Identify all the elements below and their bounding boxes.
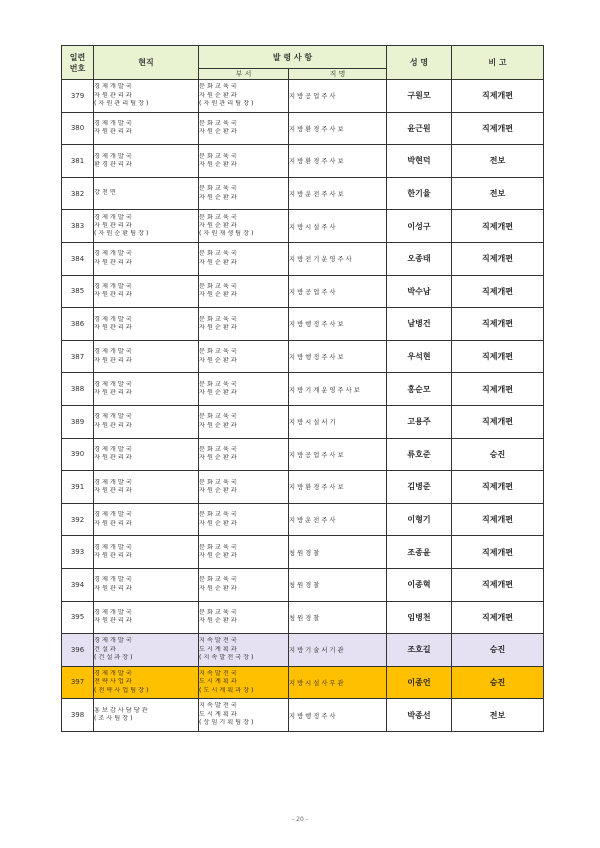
note-cell: 승진 [452,666,544,699]
job-rank-cell: 지 방 시 설 사 무 관 [289,666,387,699]
note-cell: 직제개편 [452,503,544,536]
department-cell [199,634,289,667]
department-line: 자 원 순 환 과 [199,454,237,462]
serial-number-cell: 379 [62,80,94,113]
current-position-cell [94,634,199,667]
department-cell [199,308,289,341]
department-cell [199,471,289,504]
job-rank-cell: 지 방 행 정 주 사 [289,699,387,732]
current-position-cell [94,536,199,569]
serial-number-cell: 383 [62,210,94,243]
table-row [62,536,544,569]
department-line: 자 원 순 환 과 [199,519,237,527]
department-cell [199,536,289,569]
serial-number-cell: 381 [62,145,94,178]
page-number: - 20 - [292,816,308,823]
department-line: ( 지 속 발 전 국 장 ) [199,654,254,662]
department-line: 자 원 순 환 과 [199,258,237,266]
job-rank-cell: 지 방 운 전 주 사 보 [289,177,387,210]
current-position-cell [94,503,199,536]
job-rank-cell: 지 방 환 경 주 사 보 [289,112,387,145]
current-position-line: 경 제 개 발 국 [94,478,132,486]
table-row [62,503,544,536]
department-cell [199,601,289,634]
job-rank-cell: 지 방 기 술 서 기 관 [289,634,387,667]
department-line: 도 시 계 획 과 [199,678,237,686]
serial-number-cell: 394 [62,568,94,601]
department-line: 자 원 순 환 과 [199,389,237,397]
current-position-cell [94,568,199,601]
table-row [62,634,544,667]
current-position-cell [94,699,199,732]
current-position-line: 경 제 개 발 국 [94,315,132,323]
department-cell [199,275,289,308]
person-name-cell: 이성구 [387,210,452,243]
department-line: 자 원 순 환 과 [199,193,237,201]
department-line: 자 원 순 환 과 [199,221,237,229]
department-line: 자 원 순 환 과 [199,421,237,429]
current-position-line: 자 원 관 리 과 [94,323,132,331]
department-line: ( 자 원 재 생 팀 장 ) [199,230,254,238]
current-position-line: 경 제 개 발 국 [94,413,132,421]
serial-number-cell: 392 [62,503,94,536]
current-position-line: 자 원 관 리 과 [94,454,132,462]
person-name-cell: 이형기 [387,503,452,536]
appointment-header: 발 령 사 항 [199,46,387,69]
appointment-roster-table [61,45,544,732]
person-name-cell: 윤근원 [387,112,452,145]
department-line: 문 화 교 육 국 [199,185,237,193]
department-line: 자 원 순 환 과 [199,356,237,364]
note-cell: 직제개편 [452,405,544,438]
department-cell [199,210,289,243]
table-row [62,145,544,178]
current-position-line: 경 제 개 발 국 [94,152,132,160]
current-position-cell [94,210,199,243]
table-row [62,438,544,471]
current-position-line: 경 제 개 발 국 [94,543,132,551]
person-name-cell: 고용주 [387,405,452,438]
department-line: 문 화 교 육 국 [199,608,237,616]
serial-number-header-line2: 번호 [69,63,86,73]
job-rank-cell: 지 방 시 설 서 기 [289,405,387,438]
person-name-cell: 김병준 [387,471,452,504]
person-name-cell: 박수남 [387,275,452,308]
department-line: 문 화 교 육 국 [199,83,237,91]
current-position-line: 자 원 관 리 과 [94,552,132,560]
serial-number-cell: 396 [62,634,94,667]
serial-number-cell: 390 [62,438,94,471]
department-line: 도 시 계 획 과 [199,645,237,653]
current-position-line: 경 제 개 발 국 [94,213,132,221]
department-cell [199,666,289,699]
note-cell: 직제개편 [452,373,544,406]
current-position-cell [94,471,199,504]
department-line: 문 화 교 육 국 [199,445,237,453]
current-position-cell [94,601,199,634]
table-row [62,210,544,243]
person-name-cell: 이종언 [387,666,452,699]
job-rank-cell: 지 방 운 전 주 사 [289,503,387,536]
person-name-cell: 조호길 [387,634,452,667]
department-cell [199,80,289,113]
department-cell [199,503,289,536]
department-line: 문 화 교 육 국 [199,250,237,258]
current-position-line: 자 원 관 리 과 [94,389,132,397]
department-line: 자 원 순 환 과 [199,584,237,592]
current-position-header: 현직 [94,46,199,80]
department-line: 문 화 교 육 국 [199,511,237,519]
current-position-line: 자 원 관 리 과 [94,421,132,429]
note-cell: 직제개편 [452,308,544,341]
job-rank-cell: 청 원 경 찰 [289,568,387,601]
person-name-cell: 구원모 [387,80,452,113]
current-position-line: 자 원 관 리 과 [94,519,132,527]
department-line: 지 속 발 전 국 [199,637,237,645]
current-position-cell [94,340,199,373]
current-position-line: 건 설 과 [94,645,116,653]
serial-number-cell: 386 [62,308,94,341]
table-row [62,340,544,373]
note-cell: 직제개편 [452,80,544,113]
department-cell [199,112,289,145]
serial-number-cell: 380 [62,112,94,145]
department-line: 문 화 교 육 국 [199,119,237,127]
note-cell: 직제개편 [452,340,544,373]
person-name-cell: 류호준 [387,438,452,471]
current-position-line: 자 원 관 리 과 [94,291,132,299]
note-cell: 전보 [452,145,544,178]
department-line: 지 속 발 전 국 [199,702,237,710]
person-name-cell: 홍순모 [387,373,452,406]
serial-number-cell: 388 [62,373,94,406]
current-position-line: 경 제 개 발 국 [94,119,132,127]
department-cell [199,340,289,373]
current-position-line: ( 자 원 순 환 팀 장 ) [94,230,149,238]
department-line: 자 원 순 환 과 [199,323,237,331]
current-position-line: 경 제 개 발 국 [94,250,132,258]
department-line: 지 속 발 전 국 [199,669,237,677]
current-position-cell [94,112,199,145]
note-cell: 직제개편 [452,601,544,634]
current-position-cell [94,666,199,699]
person-name-cell: 남병건 [387,308,452,341]
department-header: 부 서 [199,69,289,80]
note-cell: 직제개편 [452,112,544,145]
job-rank-cell: 지 방 공 업 주 사 [289,275,387,308]
department-line: 문 화 교 육 국 [199,413,237,421]
current-position-cell [94,438,199,471]
header-row-1 [62,46,544,69]
note-cell: 직제개편 [452,275,544,308]
current-position-cell [94,145,199,178]
current-position-line: ( 조 사 팀 장 ) [94,715,133,723]
note-cell: 전보 [452,699,544,732]
serial-number-cell: 397 [62,666,94,699]
current-position-cell [94,80,199,113]
department-line: 자 원 순 환 과 [199,91,237,99]
current-position-line: 자 원 관 리 과 [94,128,132,136]
current-position-cell [94,177,199,210]
note-cell: 직제개편 [452,242,544,275]
table-row [62,601,544,634]
department-line: ( 자 원 관 리 팀 장 ) [199,100,254,107]
department-cell [199,568,289,601]
department-line: 문 화 교 육 국 [199,478,237,486]
current-position-cell [94,275,199,308]
serial-number-cell: 398 [62,699,94,732]
current-position-line: 자 원 관 리 과 [94,221,132,229]
note-cell: 승진 [452,634,544,667]
table-row [62,373,544,406]
serial-number-cell: 382 [62,177,94,210]
job-rank-cell: 지 방 공 업 주 사 보 [289,438,387,471]
department-line: 문 화 교 육 국 [199,282,237,290]
current-position-line: 경 제 개 발 국 [94,348,132,356]
department-line: 도 시 계 획 과 [199,710,237,718]
roster-body [62,80,544,732]
department-cell [199,242,289,275]
department-cell [199,699,289,732]
note-cell: 직제개편 [452,471,544,504]
table-row [62,568,544,601]
current-position-line: 경 제 개 발 국 [94,83,132,91]
current-position-line: 경 제 개 발 국 [94,282,132,290]
department-line: 문 화 교 육 국 [199,315,237,323]
job-rank-header: 직 명 [289,69,387,80]
department-line: ( 상 임 기 획 팀 장 ) [199,719,254,727]
current-position-line: 경 제 개 발 국 [94,445,132,453]
current-position-line: ( 건 설 과 장 ) [94,654,133,662]
current-position-line: ( 자 원 관 리 팀 장 ) [94,100,149,107]
department-line: 문 화 교 육 국 [199,380,237,388]
current-position-cell [94,405,199,438]
department-line: 문 화 교 육 국 [199,543,237,551]
job-rank-cell: 지 방 환 경 주 사 보 [289,145,387,178]
department-line: 문 화 교 육 국 [199,152,237,160]
note-header: 비 고 [452,46,544,80]
department-line: 자 원 순 환 과 [199,617,237,625]
department-cell [199,373,289,406]
department-line: 자 원 순 환 과 [199,552,237,560]
current-position-line: 경 제 개 발 국 [94,576,132,584]
current-position-line: 경 제 개 발 국 [94,669,132,677]
table-row [62,471,544,504]
person-name-cell: 우석현 [387,340,452,373]
note-cell: 직제개편 [452,568,544,601]
table-row [62,308,544,341]
department-line: 문 화 교 육 국 [199,576,237,584]
person-name-cell: 박종선 [387,699,452,732]
department-line: 자 원 순 환 과 [199,128,237,136]
table-row [62,405,544,438]
table-row [62,80,544,113]
current-position-line: 경 제 개 발 국 [94,380,132,388]
current-position-line: 홍 보 감 사 담 당 관 [94,706,148,714]
department-line: ( 도 시 계 획 과 장 ) [199,686,254,694]
table-row [62,177,544,210]
note-cell: 직제개편 [452,536,544,569]
serial-number-cell: 395 [62,601,94,634]
person-name-cell: 임병천 [387,601,452,634]
table-row [62,242,544,275]
note-cell: 직제개편 [452,210,544,243]
department-cell [199,145,289,178]
serial-number-cell: 387 [62,340,94,373]
name-header: 성 명 [387,46,452,80]
job-rank-cell: 지 방 기 계 운 영 주 사 보 [289,373,387,406]
table-row [62,275,544,308]
current-position-line: 자 원 관 리 과 [94,617,132,625]
job-rank-cell: 지 방 공 업 주 사 [289,80,387,113]
table-row [62,699,544,732]
current-position-line: 자 원 관 리 과 [94,356,132,364]
current-position-line: 경 제 개 발 국 [94,637,132,645]
person-name-cell: 오종태 [387,242,452,275]
department-line: 자 원 순 환 과 [199,486,237,494]
job-rank-cell: 지 방 행 정 주 사 보 [289,340,387,373]
current-position-cell [94,242,199,275]
person-name-cell: 이종혁 [387,568,452,601]
serial-number-cell: 389 [62,405,94,438]
department-line: 자 원 순 환 과 [199,291,237,299]
job-rank-cell: 지 방 환 경 주 사 보 [289,471,387,504]
department-cell [199,438,289,471]
person-name-cell: 조종윤 [387,536,452,569]
current-position-line: 경 제 개 발 국 [94,511,132,519]
department-line: 자 원 순 환 과 [199,160,237,168]
current-position-cell [94,308,199,341]
current-position-line: 전 략 사 업 과 [94,678,132,686]
job-rank-cell: 지 방 전 기 운 영 주 사 [289,242,387,275]
serial-number-cell: 393 [62,536,94,569]
current-position-line: 경 제 개 발 국 [94,608,132,616]
job-rank-cell: 지 방 행 정 주 사 보 [289,308,387,341]
current-position-line: 자 원 관 리 과 [94,486,132,494]
current-position-line: 자 원 관 리 과 [94,584,132,592]
person-name-cell: 박현덕 [387,145,452,178]
current-position-line: 자 원 관 리 과 [94,258,132,266]
department-line: 문 화 교 육 국 [199,213,237,221]
job-rank-cell: 청 원 경 찰 [289,536,387,569]
current-position-line: 강 천 면 [94,189,116,197]
serial-number-header [62,46,94,80]
table-row [62,112,544,145]
current-position-line: 환 경 관 리 과 [94,160,132,168]
current-position-cell [94,373,199,406]
table-row [62,666,544,699]
serial-number-cell: 385 [62,275,94,308]
job-rank-cell: 청 원 경 찰 [289,601,387,634]
serial-number-header-line1: 일련 [69,52,86,62]
job-rank-cell: 지 방 시 설 주 사 [289,210,387,243]
person-name-cell: 한기율 [387,177,452,210]
department-line: 문 화 교 육 국 [199,348,237,356]
department-cell [199,405,289,438]
current-position-line: ( 전 략 사 업 팀 장 ) [94,686,149,694]
note-cell: 전보 [452,177,544,210]
serial-number-cell: 391 [62,471,94,504]
current-position-line: 자 원 관 리 과 [94,91,132,99]
serial-number-cell: 384 [62,242,94,275]
note-cell: 승진 [452,438,544,471]
department-cell [199,177,289,210]
